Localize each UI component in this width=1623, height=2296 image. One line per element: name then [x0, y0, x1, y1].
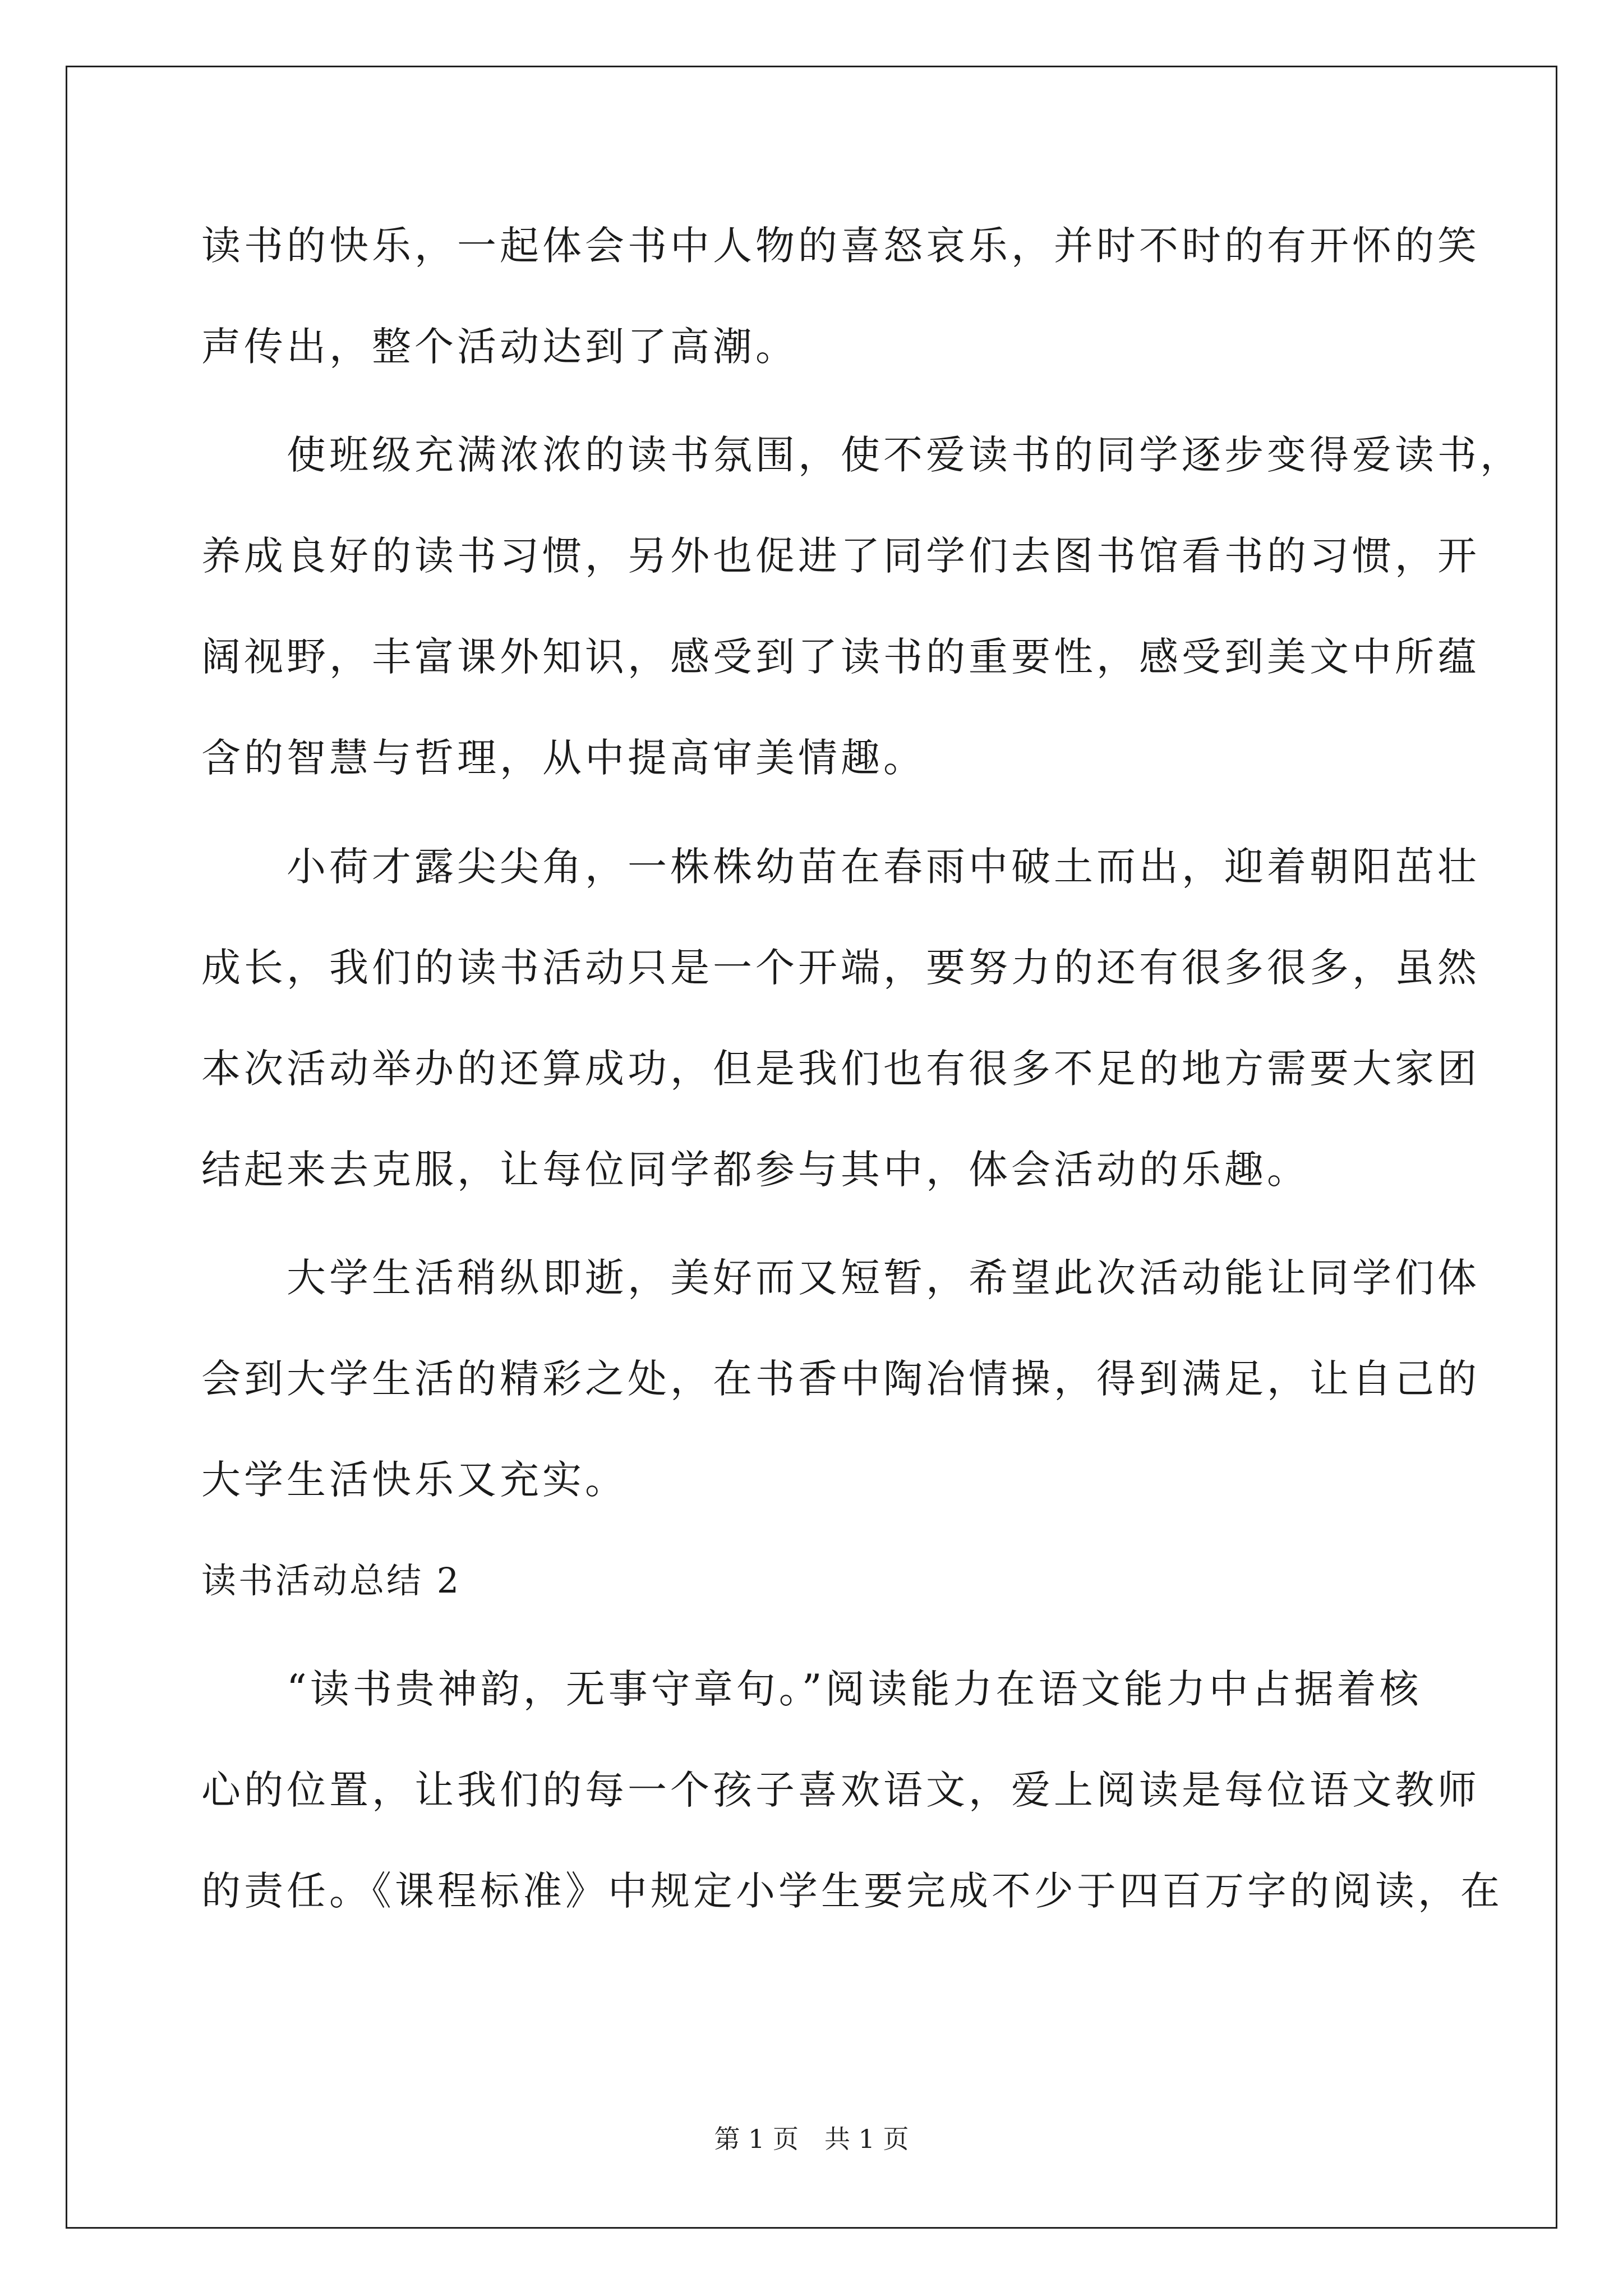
- body-text-line: 成长，我们的读书活动只是一个开端，要努力的还有很多很多，虽然: [201, 945, 1480, 991]
- body-text-line: 使班级充满浓浓的读书氛围，使不爱读书的同学逐步变得爱读书，: [201, 432, 1523, 478]
- body-text-line: 声传出，整个活动达到了高潮。: [201, 324, 798, 370]
- body-text-line: 养成良好的读书习惯，另外也促进了同学们去图书馆看书的习惯，开: [201, 533, 1480, 579]
- body-text-line: 会到大学生活的精彩之处，在书香中陶冶情操，得到满足，让自己的: [201, 1356, 1480, 1402]
- body-text-line: 含的智慧与哲理，从中提高审美情趣。: [201, 735, 926, 781]
- body-text-line: “读书贵神韵，无事守章句。”阅读能力在语文能力中占据着核: [201, 1666, 1422, 1712]
- body-text-line: 读书的快乐，一起体会书中人物的喜怒哀乐，并时不时的有开怀的笑: [201, 223, 1480, 269]
- page-number-footer: 第 1 页 共 1 页: [714, 2124, 909, 2154]
- body-text-line: 本次活动举办的还算成功，但是我们也有很多不足的地方需要大家团: [201, 1046, 1480, 1092]
- body-text-line: 的责任。《课程标准》中规定小学生要完成不少于四百万字的阅读，在: [201, 1868, 1503, 1914]
- body-text-line: 结起来去克服，让每位同学都参与其中，体会活动的乐趣。: [201, 1147, 1310, 1193]
- section-heading: 读书活动总结 2: [201, 1560, 462, 1601]
- body-text-line: 阔视野，丰富课外知识，感受到了读书的重要性，感受到美文中所蕴: [201, 634, 1480, 680]
- body-text-line: 大学生活稍纵即逝，美好而又短暂，希望此次活动能让同学们体: [201, 1255, 1480, 1301]
- body-text-line: 大学生活快乐又充实。: [201, 1457, 628, 1503]
- body-text-line: 心的位置，让我们的每一个孩子喜欢语文，爱上阅读是每位语文教师: [201, 1767, 1480, 1813]
- body-text-line: 小荷才露尖尖角，一株株幼苗在春雨中破土而出，迎着朝阳茁壮: [201, 844, 1480, 890]
